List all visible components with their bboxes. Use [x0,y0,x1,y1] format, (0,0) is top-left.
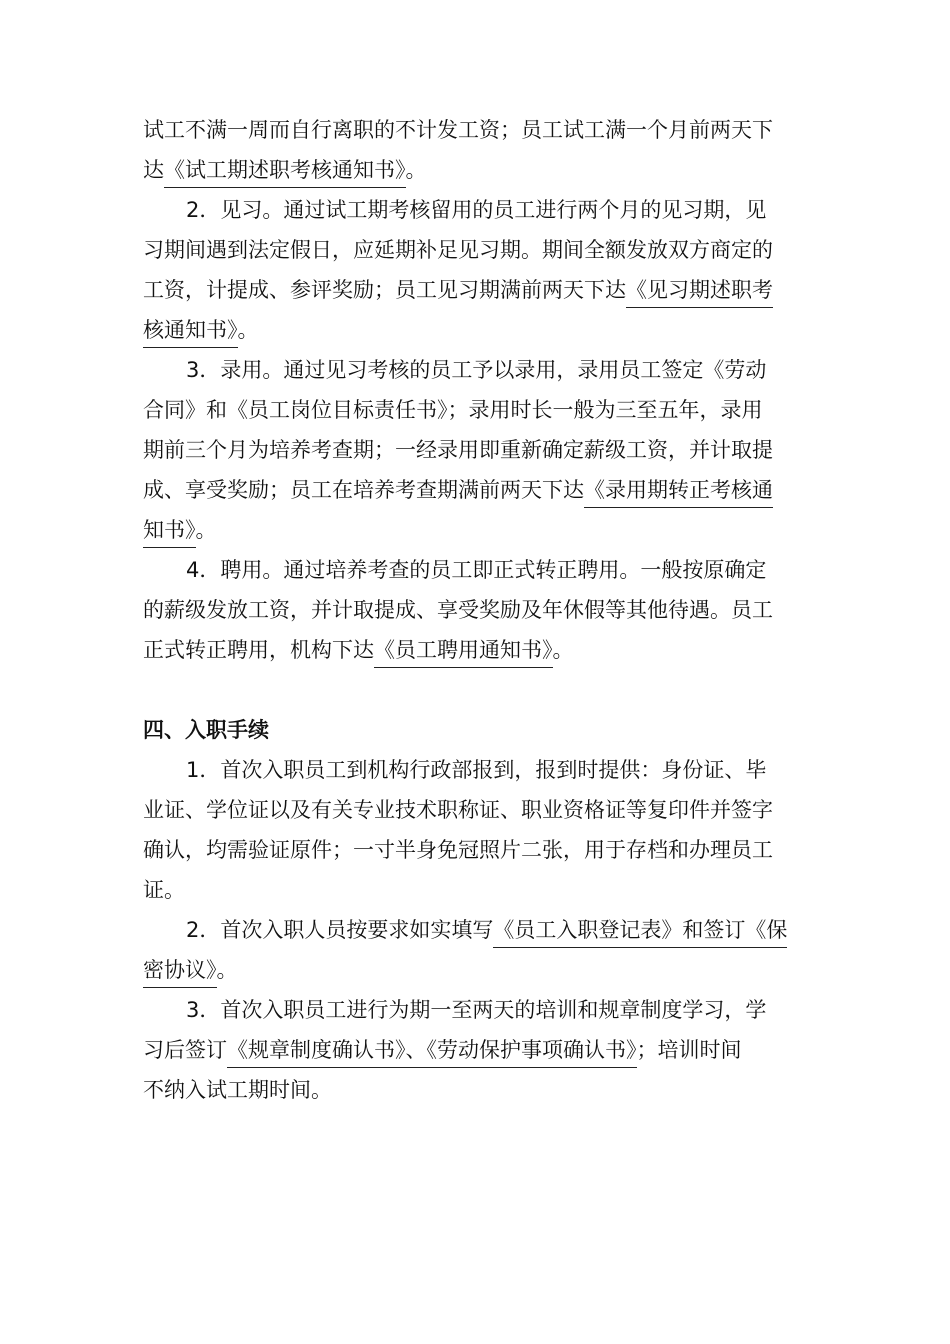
paragraph-line: 证。 [143,878,185,902]
form-title-employment-notice: 《员工聘用通知书》 [374,638,553,668]
paragraph-line: 达《试工期述职考核通知书》。 [143,150,807,190]
paragraph-line: 习期间遇到法定假日，应延期补足见习期。期间全额发放双方商定的 [143,238,773,262]
paragraph-line: 合同》和《员工岗位目标责任书》；录用时长一般为三至五年，录用 [143,398,763,422]
paragraph-line: 习后签订《规章制度确认书》、《劳动保护事项确认书》；培训时间 [143,1030,807,1070]
paragraph-line: 成、享受奖励；员工在培养考查期满前两天下达《录用期转正考核通 [143,470,807,510]
form-title-trial-notice: 《试工期述职考核通知书》 [164,158,406,188]
paragraph-line: 的薪级发放工资，并计取提成、享受奖励及年休假等其他待遇。员工 [143,598,773,622]
form-title-confidentiality: 密协议》 [143,958,217,988]
paragraph-line: 3．首次入职员工进行为期一至两天的培训和规章制度学习，学 [186,998,767,1022]
paragraph-line: 期前三个月为培养考查期；一经录用即重新确定薪级工资，并计取提 [143,438,773,462]
paragraph-line: 3．录用。通过见习考核的员工予以录用，录用员工签定《劳动 [186,358,767,382]
paragraph-line: 1．首次入职员工到机构行政部报到，报到时提供：身份证、毕 [186,758,767,782]
paragraph-line: 正式转正聘用，机构下达《员工聘用通知书》。 [143,630,807,670]
paragraph-line: 业证、学位证以及有关专业技术职称证、职业资格证等复印件并签字 [143,798,773,822]
paragraph-line: 确认，均需验证原件；一寸半身免冠照片二张，用于存档和办理员工 [143,838,773,862]
paragraph-line: 2．首次入职人员按要求如实填写《员工入职登记表》和签订《保 [186,910,807,950]
paragraph-line: 试工不满一周而自行离职的不计发工资；员工试工满一个月前两天下 [143,118,773,142]
paragraph-line: 工资，计提成、参评奖励；员工见习期满前两天下达《见习期述职考 [143,270,807,310]
form-title-internship-notice: 《见习期述职考 [626,278,773,308]
form-title-rules-confirmation: 《规章制度确认书》、《劳动保护事项确认书》 [227,1038,637,1068]
paragraph-line: 4．聘用。通过培养考查的员工即正式转正聘用。一般按原确定 [186,558,767,582]
form-title-probation-notice: 《录用期转正考核通 [584,478,773,508]
form-title-probation-notice-cont: 知书》 [143,518,196,548]
form-title-registration: 《员工入职登记表》和签订《保 [493,918,787,948]
form-title-internship-notice-cont: 核通知书》 [143,318,238,348]
paragraph-line: 2．见习。通过试工期考核留用的员工进行两个月的见习期，见 [186,198,767,222]
paragraph-line: 核通知书》。 [143,310,807,350]
paragraph-line: 不纳入试工期时间。 [143,1078,332,1102]
paragraph-line: 知书》。 [143,510,807,550]
section-heading: 四、入职手续 [143,718,269,742]
paragraph-line: 密协议》。 [143,950,807,990]
